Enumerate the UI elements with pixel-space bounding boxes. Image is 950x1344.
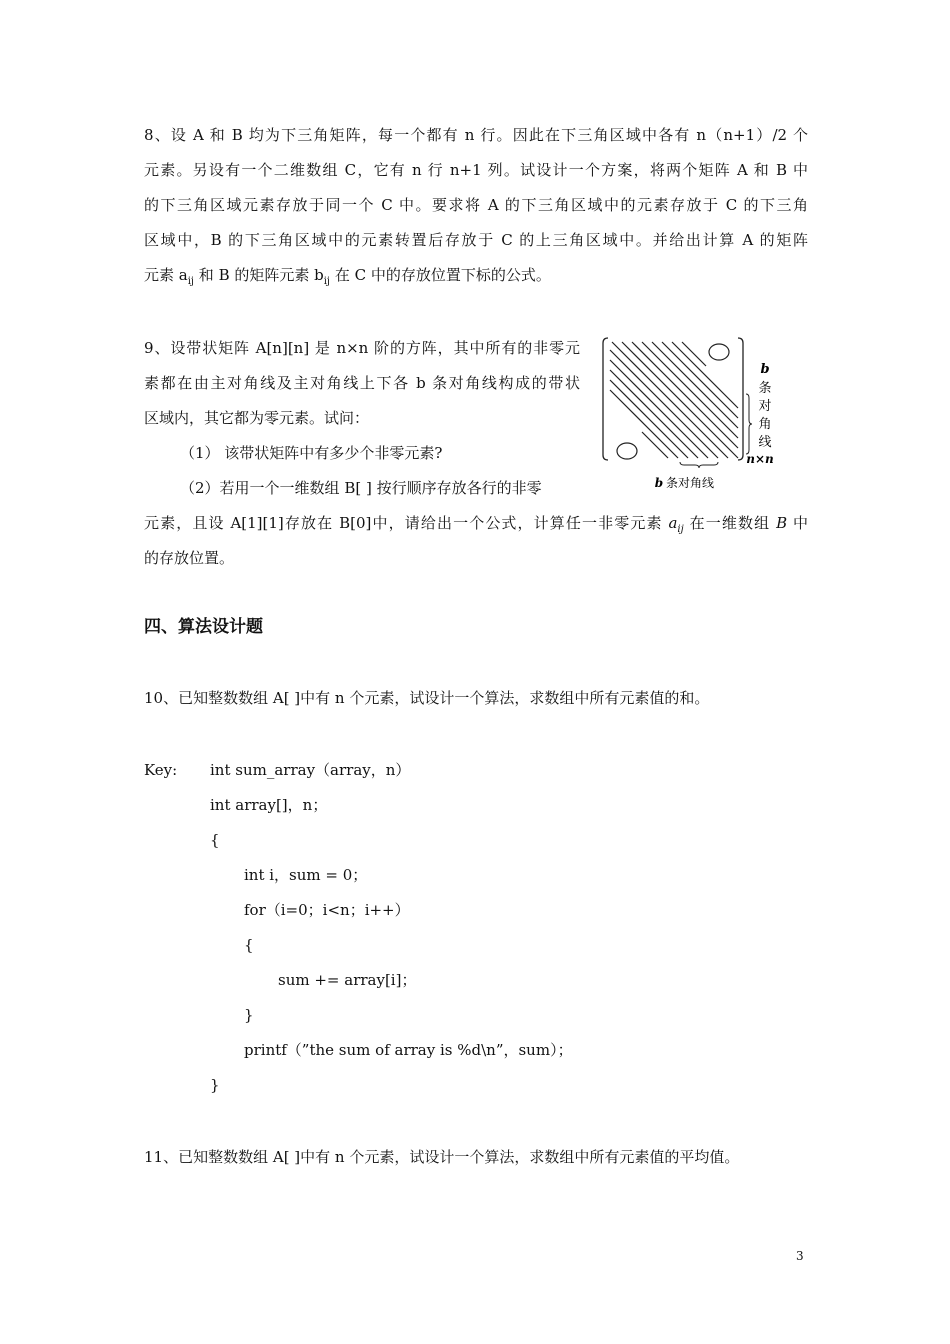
band-matrix-figure	[600, 334, 790, 500]
bottom-diagonal-label: 条对角线	[666, 476, 715, 490]
question-9	[144, 331, 580, 506]
code-line: }	[210, 1076, 220, 1094]
q10-text: 10、已知整数数组 A[ ]中有 n 个元素，试设计一个算法，求数组中所有元素值的和。	[144, 689, 710, 707]
key-label: Key:	[144, 761, 178, 779]
side-label-char: 线	[758, 435, 772, 450]
q8-last-line: 元素 $a_{ij}$ 和 B 的矩阵元素 $b_{ij}$ 在 C 中的存放位置下标的公式。	[144, 266, 551, 287]
question-11	[144, 1140, 808, 1175]
q9-line: 区域内，其它都为零元素。试问：	[144, 409, 370, 427]
question-10	[144, 681, 808, 716]
q8-line: 区域中，B 的下三角区域中的元素转置后存放于 C 的上三角区域中。并给出计算 A 的矩阵	[144, 231, 808, 249]
side-label-char: 对	[758, 399, 772, 414]
right-brace	[746, 394, 752, 454]
code-line: for（i=0；i<n；i++）	[244, 901, 410, 919]
q9-last-line: 的存放位置。	[144, 549, 235, 567]
q9-line: 素都在由主对角线及主对角线上下各 b 条对角线构成的带状	[144, 374, 580, 392]
code-line: {	[210, 831, 220, 849]
question-9-continuation	[144, 506, 808, 576]
code-line: int array[]，n；	[210, 796, 328, 814]
q8-line: 元素。另设有一个二维数组 C，它有 n 行 n+1 列。试设计一个方案，将两个矩阵 A 和 B 中	[144, 161, 808, 179]
code-line: int i，sum = 0；	[244, 866, 368, 884]
q9-line: 9、设带状矩阵 A[n][n] 是 n×n 阶的方阵，其中所有的非零元	[144, 339, 580, 357]
code-line: sum += array[i]；	[278, 971, 417, 989]
page-number: 3	[796, 1249, 804, 1263]
code-line: }	[244, 1006, 254, 1024]
code-line: printf（”the sum of array is %d\n”，sum）；	[244, 1041, 573, 1059]
q9-subquestion-1: （1） 该带状矩阵中有多少个非零元素?	[180, 444, 443, 462]
q8-line: 的下三角区域元素存放于同一个 C 中。要求将 A 的下三角区域中的元素存放于 C 的下三角	[144, 196, 808, 214]
matrix-size-label: n×n	[746, 452, 774, 466]
side-label-char: 角	[758, 417, 772, 432]
q11-text: 11、已知整数数组 A[ ]中有 n 个元素，试设计一个算法，求数组中所有元素值的平均值。	[144, 1148, 740, 1166]
code-line: {	[244, 936, 254, 954]
bottom-brace	[680, 462, 718, 468]
question-8	[144, 118, 808, 293]
code-line: int sum_array（array，n）	[210, 761, 411, 779]
q8-line: 8、设 A 和 B 均为下三角矩阵，每一个都有 n 行。因此在下三角区域中各有 n（n+1）/2 个	[144, 126, 808, 144]
zero-region-lower-circle	[617, 443, 637, 459]
section-heading: 四、算法设计题	[144, 617, 263, 637]
q9-subquestion-2: （2）若用一个一维数组 B[ ] 按行顺序存放各行的非零	[180, 479, 542, 497]
q9-continuation-line: 元素，且设 A[1][1]存放在 B[0]中，请给出一个公式，计算任一非零元素 $a_{ij}$ 在一维数组 B 中	[144, 514, 808, 535]
bottom-b-label: b	[654, 476, 664, 490]
side-label-char: 条	[758, 381, 772, 396]
side-b-label: b	[760, 362, 770, 377]
zero-region-upper-circle	[709, 344, 729, 360]
